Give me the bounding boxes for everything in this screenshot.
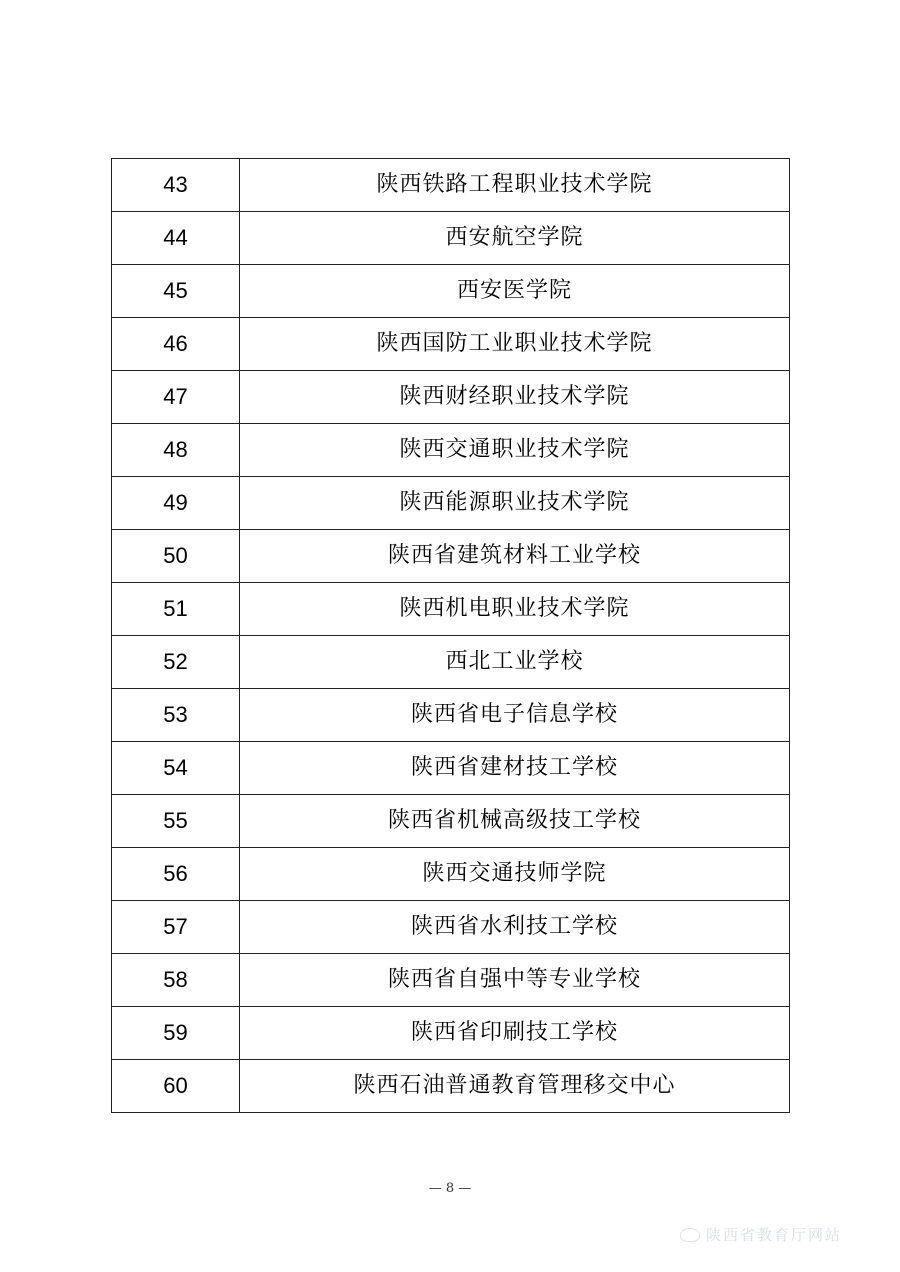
page-number: — 8 — <box>428 1181 472 1196</box>
school-list-table <box>111 158 790 1113</box>
school-name-cell: 陕西省建材技工学校 <box>240 742 790 795</box>
table-row <box>112 1060 790 1113</box>
table-row <box>112 848 790 901</box>
row-number-cell: 52 <box>112 636 240 689</box>
row-number-cell: 56 <box>112 848 240 901</box>
school-name-cell: 陕西交通职业技术学院 <box>240 424 790 477</box>
table-row <box>112 212 790 265</box>
school-name-cell: 陕西国防工业职业技术学院 <box>240 318 790 371</box>
row-number-cell: 60 <box>112 1060 240 1113</box>
school-name-cell: 陕西省建筑材料工业学校 <box>240 530 790 583</box>
row-number-cell: 58 <box>112 954 240 1007</box>
row-number-cell: 53 <box>112 689 240 742</box>
row-number-cell: 47 <box>112 371 240 424</box>
row-number-cell: 51 <box>112 583 240 636</box>
school-name-cell: 陕西省机械高级技工学校 <box>240 795 790 848</box>
table-row <box>112 742 790 795</box>
row-number-cell: 50 <box>112 530 240 583</box>
table-row <box>112 318 790 371</box>
school-name-cell: 陕西省自强中等专业学校 <box>240 954 790 1007</box>
table-row <box>112 265 790 318</box>
table-row <box>112 901 790 954</box>
row-number-cell: 45 <box>112 265 240 318</box>
school-name-cell: 西安医学院 <box>240 265 790 318</box>
table-row <box>112 954 790 1007</box>
school-name-cell: 西北工业学校 <box>240 636 790 689</box>
school-name-cell: 陕西交通技师学院 <box>240 848 790 901</box>
school-name-cell: 陕西石油普通教育管理移交中心 <box>240 1060 790 1113</box>
table-body <box>112 159 790 1113</box>
school-name-cell: 陕西省电子信息学校 <box>240 689 790 742</box>
school-name-cell: 陕西省印刷技工学校 <box>240 1007 790 1060</box>
row-number-cell: 59 <box>112 1007 240 1060</box>
table-row <box>112 477 790 530</box>
watermark-text: 陕西省教育厅网站 <box>705 1226 842 1244</box>
row-number-cell: 54 <box>112 742 240 795</box>
row-number-cell: 57 <box>112 901 240 954</box>
table-row <box>112 159 790 212</box>
school-name-cell: 陕西能源职业技术学院 <box>240 477 790 530</box>
row-number-cell: 43 <box>112 159 240 212</box>
table-row <box>112 424 790 477</box>
school-name-cell: 陕西机电职业技术学院 <box>240 583 790 636</box>
row-number-cell: 49 <box>112 477 240 530</box>
school-name-cell: 西安航空学院 <box>240 212 790 265</box>
watermark-logo-icon <box>680 1228 700 1242</box>
table-row <box>112 530 790 583</box>
site-watermark <box>680 1224 842 1245</box>
table-row <box>112 583 790 636</box>
row-number-cell: 48 <box>112 424 240 477</box>
school-name-cell: 陕西省水利技工学校 <box>240 901 790 954</box>
row-number-cell: 46 <box>112 318 240 371</box>
table-row <box>112 689 790 742</box>
table-row <box>112 795 790 848</box>
row-number-cell: 44 <box>112 212 240 265</box>
school-name-cell: 陕西财经职业技术学院 <box>240 371 790 424</box>
table-row <box>112 371 790 424</box>
school-name-cell: 陕西铁路工程职业技术学院 <box>240 159 790 212</box>
row-number-cell: 55 <box>112 795 240 848</box>
table-row <box>112 636 790 689</box>
table-row <box>112 1007 790 1060</box>
